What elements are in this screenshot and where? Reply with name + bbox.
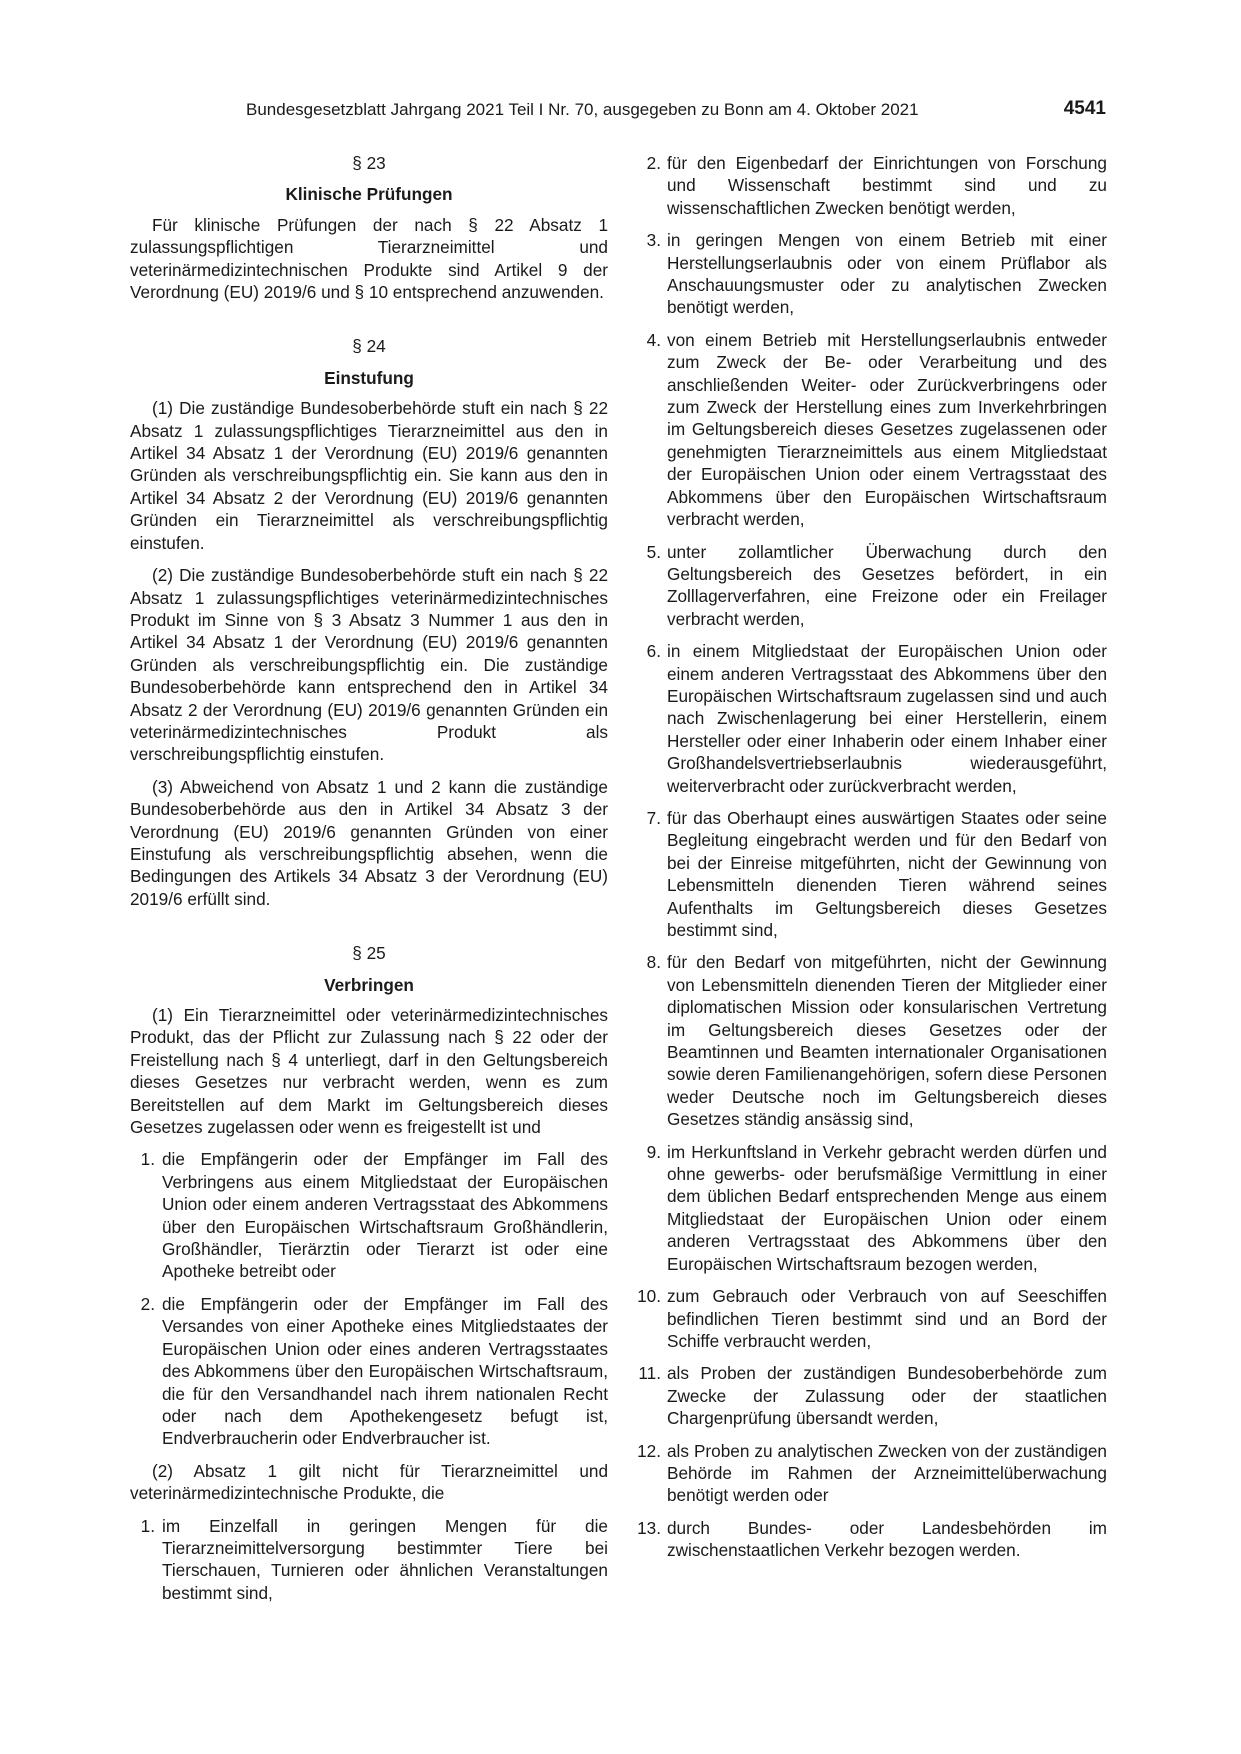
list-item-number: 2. bbox=[140, 1293, 155, 1314]
section-title: Klinische Prüfungen bbox=[285, 184, 453, 205]
list-item bbox=[130, 1515, 608, 1605]
list-item-text: für das Oberhaupt eines auswärtigen Staates oder seine Begleitung eingebracht werden und für den Bedarf von bei der Einreise mitgeführten, nicht der Gewinnung von Lebensmitteln dienenden Tieren während seines Aufenthalts im Geltungsbereich dieses Gesetzes bestimmt sind, bbox=[667, 807, 1107, 940]
list-item bbox=[633, 1285, 1107, 1352]
left-column bbox=[130, 152, 608, 1614]
list-item-text: als Proben der zuständigen Bundesoberbehörde zum Zwecke der Zulassung oder der staatlichen Chargenprüfung übersandt werden, bbox=[667, 1363, 1107, 1429]
paragraph: (2) Die zuständige Bundesoberbehörde stuft ein nach § 22 Absatz 1 zulassungspflichtiges veterinärmedizintechnisches Produkt im Sinne von § 3 Absatz 3 Nummer 1 aus den in Artikel 34 Absatz 1 der Verordnung (EU) 2019/6 genannten Gründen als verschreibungspflichtig ein. Die zuständige Bundesoberbehörde kann entsprechend den in Artikel 34 Absatz 2 der Verordnung (EU) 2019/6 genannten Gründen ein veterinärmedizintechnisches Produkt als verschreibungspflichtig einstufen. bbox=[130, 565, 608, 765]
list-item-number: 13. bbox=[637, 1517, 661, 1538]
list-item-text: für den Eigenbedarf der Einrichtungen von Forschung und Wissenschaft bestimmt sind und zu wissenschaftlichen Zwecken benötigt werden, bbox=[667, 153, 1107, 218]
list-item-text: die Empfängerin oder der Empfänger im Fall des Versandes von einer Apotheke eines Mitgliedstaates der Europäischen Union oder eines anderen Vertragsstaates des Abkommens über den Europäischen Wirtschaftsraum, die für den Versandhandel nach ihrem nationalen Recht oder nach dem Apothekengesetz befugt ist, Endverbraucherin oder Endverbraucher ist. bbox=[162, 1293, 608, 1449]
section-number: § 23 bbox=[352, 153, 386, 173]
list-item bbox=[633, 541, 1107, 631]
list-item-number: 3. bbox=[646, 230, 661, 251]
list-item-number: 9. bbox=[646, 1141, 661, 1162]
list-item-text: in einem Mitgliedstaat der Europäischen Union oder einem anderen Vertragsstaat des Abkommens über den Europäischen Wirtschaftsraum zugelassen sind und auch nach Zwischenlagerung bei einer Herstellerin, einem Hersteller oder einer Inhaberin oder einem Inhaber einer Großhandelsvertriebserlaubnis wiederausgeführt, weiterverbracht oder zurückverbracht werden, bbox=[667, 641, 1107, 796]
paragraph: (2) Absatz 1 gilt nicht für Tierarzneimittel und veterinärmedizintechnische Produkte, die bbox=[130, 1460, 608, 1504]
list-item bbox=[130, 1148, 608, 1282]
list-item-text: im Einzelfall in geringen Mengen für die Tierarzneimittelversorgung bestimmter Tiere bei Tierschauen, Turnieren oder ähnlichen Veranstaltungen bestimmt sind, bbox=[162, 1515, 608, 1603]
right-column bbox=[633, 152, 1107, 1572]
numbered-list bbox=[633, 152, 1107, 1562]
list-item bbox=[633, 152, 1107, 219]
header-text: Bundesgesetzblatt Jahrgang 2021 Teil I Nr. 70, ausgegeben zu Bonn am 4. Oktober 2021 bbox=[246, 100, 919, 119]
paragraph: (1) Die zuständige Bundesoberbehörde stuft ein nach § 22 Absatz 1 zulassungspflichtiges Tierarzneimittel aus den in Artikel 34 Absatz 1 der Verordnung (EU) 2019/6 genannten Gründen als verschreibungspflichtig ein. Sie kann aus den in Artikel 34 Absatz 2 der Verordnung (EU) 2019/6 genannten Gründen ein Tierarzneimittel als verschreibungspflichtig einstufen. bbox=[130, 398, 608, 553]
paragraph: (1) Ein Tierarzneimittel oder veterinärmedizintechnisches Produkt, das der Pflicht zur Zulassung nach § 22 oder der Freistellung nach § 4 unterliegt, darf in den Geltungsbereich dieses Gesetzes nur verbracht werden, wenn es zum Bereitstellen auf dem Markt im Geltungsbereich dieses Gesetzes zugelassen oder wenn es freigestellt ist und bbox=[130, 1005, 608, 1138]
page-number: 4541 bbox=[1063, 98, 1106, 119]
numbered-list bbox=[130, 1148, 608, 1449]
list-item-text: die Empfängerin oder der Empfänger im Fall des Verbringens aus einem Mitgliedstaat der Europäischen Union oder einem anderen Vertragsstaat des Abkommens über den Europäischen Wirtschaftsraum Großhändlerin, Großhändler, Tierärztin oder Tierarzt ist oder eine Apotheke betreibt oder bbox=[162, 1149, 608, 1282]
list-item bbox=[633, 329, 1107, 531]
paragraph: (3) Abweichend von Absatz 1 und 2 kann die zuständige Bundesoberbehörde aus den in Artikel 34 Absatz 3 der Verordnung (EU) 2019/6 genannten Gründen von einer Einstufung als verschreibungspflichtig absehen, wenn die Bedingungen des Artikels 34 Absatz 3 der Verordnung (EU) 2019/6 erfüllt sind. bbox=[130, 776, 608, 909]
list-item-number: 1. bbox=[140, 1515, 155, 1536]
list-item bbox=[633, 1141, 1107, 1275]
list-item-number: 2. bbox=[646, 153, 661, 173]
list-item-text: zum Gebrauch oder Verbrauch von auf Seeschiffen befindlichen Tieren bestimmt sind und an Bord der Schiffe verbraucht werden, bbox=[667, 1286, 1107, 1351]
list-item-text: für den Bedarf von mitgeführten, nicht der Gewinnung von Lebensmitteln dienenden Tieren der Mitglieder einer diplomatischen Mission oder konsularischen Vertretung im Geltungsbereich dieses Gesetzes oder der Beamtinnen und Beamten internationaler Organisationen sowie deren Familienangehörigen, sofern diese Personen weder Deutsche noch im Geltungsbereich dieses Gesetzes ständig ansässig sind, bbox=[667, 952, 1107, 1130]
list-item-number: 5. bbox=[646, 541, 661, 562]
list-item-number: 1. bbox=[140, 1149, 155, 1170]
list-item-number: 7. bbox=[646, 807, 661, 828]
list-item-text: in geringen Mengen von einem Betrieb mit einer Herstellungserlaubnis oder von einem Prüflabor als Anschauungsmuster oder zu analytischen Zwecken benötigt werden, bbox=[667, 230, 1107, 318]
list-item-number: 10. bbox=[637, 1286, 661, 1307]
list-item-text: im Herkunftsland in Verkehr gebracht werden dürfen und ohne gewerbs- oder berufsmäßige Vermittlung in einer dem üblichen Bedarf entsprechenden Menge aus einem Mitgliedstaat der Europäischen Union oder einem anderen Vertragsstaat des Abkommens über den Europäischen Wirtschaftsraum bezogen werden, bbox=[667, 1141, 1107, 1274]
section-number: § 25 bbox=[352, 943, 386, 964]
list-item-number: 4. bbox=[646, 329, 661, 350]
paragraph: Für klinische Prüfungen der nach § 22 Absatz 1 zulassungspflichtigen Tierarzneimittel und veterinärmedizintechnischen Produkte sind Artikel 9 der Verordnung (EU) 2019/6 und § 10 entsprechend anzuwenden. bbox=[130, 214, 608, 303]
page-header bbox=[246, 100, 1106, 124]
list-item-text: als Proben zu analytischen Zwecken von der zuständigen Behörde im Rahmen der Arzneimittelüberwachung benötigt werden oder bbox=[667, 1440, 1107, 1506]
list-item bbox=[130, 1293, 608, 1450]
list-item bbox=[633, 1440, 1107, 1507]
list-item-text: unter zollamtlicher Überwachung durch den Geltungsbereich des Gesetzes befördert, in ein Zolllagerverfahren, eine Freizone oder ein Freilager verbracht werden, bbox=[667, 541, 1107, 629]
list-item-text: von einem Betrieb mit Herstellungserlaubnis entweder zum Zweck der Be- oder Verarbeitung und des anschließenden Weiter- oder Zurückverbringens oder zum Zweck der Herstellung eines zum Inverkehrbringen im Geltungsbereich dieses Gesetzes zugelassenen oder genehmigten Tierarzneimittels aus einem Mitgliedstaat der Europäischen Union oder einem Vertragsstaat des Abkommens über den Europäischen Wirtschaftsraum verbracht werden, bbox=[667, 329, 1107, 530]
section-title: Einstufung bbox=[324, 367, 414, 388]
list-item bbox=[633, 951, 1107, 1130]
list-item-number: 12. bbox=[637, 1440, 661, 1461]
list-item-text: durch Bundes- oder Landesbehörden im zwischenstaatlichen Verkehr bezogen werden. bbox=[667, 1517, 1107, 1561]
list-item bbox=[633, 229, 1107, 319]
section-number: § 24 bbox=[352, 336, 386, 357]
list-item bbox=[633, 1517, 1107, 1562]
list-item bbox=[633, 640, 1107, 797]
numbered-list bbox=[130, 1515, 608, 1605]
list-item bbox=[633, 807, 1107, 941]
section-title: Verbringen bbox=[324, 974, 414, 995]
list-item-number: 11. bbox=[638, 1363, 661, 1384]
list-item-number: 8. bbox=[646, 952, 661, 973]
list-item bbox=[633, 1362, 1107, 1429]
list-item-number: 6. bbox=[646, 641, 661, 662]
